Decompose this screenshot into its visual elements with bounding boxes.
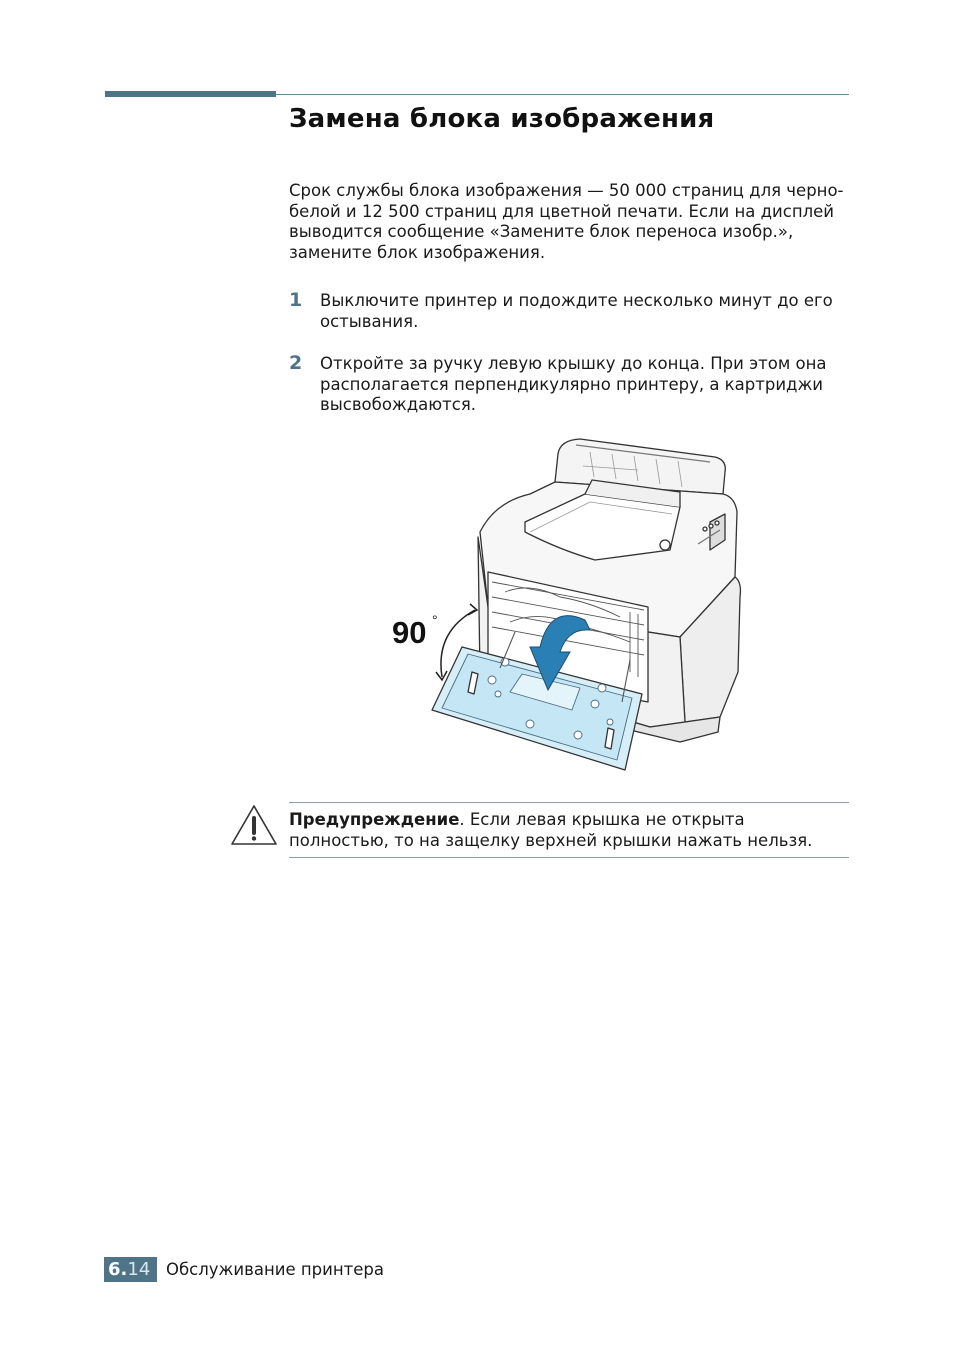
warning-rule-top — [289, 802, 849, 803]
step-1 — [289, 291, 849, 332]
printer-open-door-illustration — [380, 432, 750, 782]
step-number: 1 — [289, 289, 303, 311]
warning-message — [289, 809, 849, 851]
step-number: 2 — [289, 352, 303, 374]
page-number-badge — [104, 1257, 157, 1282]
step-text: Откройте за ручку левую крышку до конца. При этом она располагается перпендикулярно принтеру, а картриджи высвобождаются. — [320, 354, 827, 415]
angle-label: 90 — [392, 615, 427, 650]
degree-symbol: ° — [432, 612, 438, 628]
step-text: Выключите принтер и подождите несколько минут до его остывания. — [320, 291, 833, 331]
printer-illustration — [380, 432, 750, 782]
step-2 — [289, 354, 849, 416]
header-rule-line — [276, 94, 849, 95]
intro-paragraph: Срок службы блока изображения — 50 000 страниц для черно-белой и 12 500 страниц для цветной печати. Если на дисплей выводится сообщение «Замените блок переноса изобр.», замените блок изображения. — [289, 181, 844, 263]
chapter-number: 6. — [108, 1259, 128, 1280]
section-title: Замена блока изображения — [289, 104, 715, 134]
header-rule-accent — [105, 91, 276, 97]
warning-triangle-icon — [229, 803, 279, 847]
footer-chapter-title: Обслуживание принтера — [166, 1260, 384, 1279]
warning-text: . Если левая крышка не открыта полностью, то на защелку верхней крышки нажать нельзя. — [289, 810, 813, 850]
warning-rule-bottom — [289, 857, 849, 858]
page-number: 14 — [127, 1259, 151, 1280]
warning-label: Предупреждение — [289, 810, 460, 829]
